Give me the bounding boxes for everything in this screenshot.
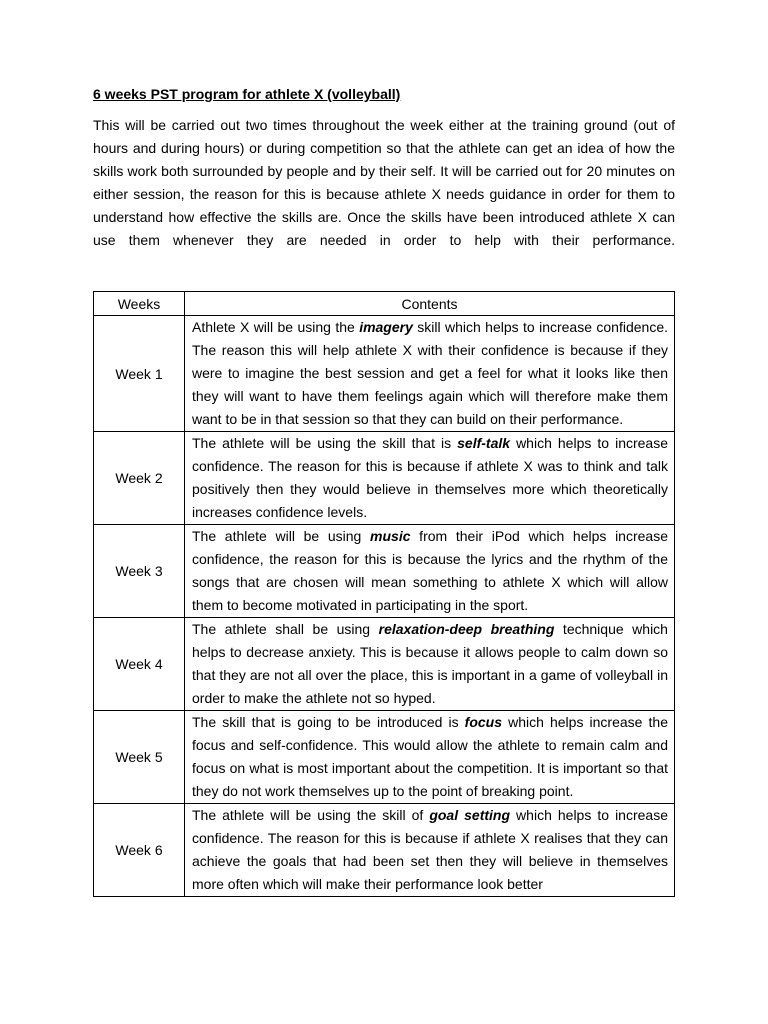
- content-text: from their iPod which helps increase confidence, the reason for this is because the lyrics and the rhythm of the songs that are chosen will mean something to athlete X which will allow them to become motivated in participating in the sport.: [192, 528, 668, 613]
- skill-keyword: focus: [464, 714, 503, 730]
- content-text: The skill that is going to be introduced is: [192, 714, 465, 730]
- week-label: Week 3: [94, 525, 185, 618]
- content-text: which helps increase the focus and self-confidence. This would allow the athlete to remain calm and focus on what is most important about the competition. It is important so that they do not work themselves up to the point of breaking point.: [192, 714, 668, 799]
- content-text: technique which helps to decrease anxiety. This is because it allows people to calm down so that they are not all over the place, this is important in a game of volleyball in order to make the athlete not so hyped.: [192, 621, 668, 706]
- document-title: 6 weeks PST program for athlete X (volleyball): [93, 86, 401, 102]
- week-label: Week 6: [94, 804, 185, 897]
- week-content: [185, 525, 675, 618]
- skill-keyword: self-talk: [457, 435, 511, 451]
- table-row: [94, 432, 675, 525]
- skill-keyword: music: [370, 528, 411, 544]
- content-text: Athlete X will be using the: [192, 319, 360, 335]
- week-content: [185, 804, 675, 897]
- content-text: The athlete will be using: [192, 528, 371, 544]
- skill-keyword: relaxation-deep breathing: [378, 621, 555, 637]
- content-text: The athlete will be using the skill that is: [192, 435, 458, 451]
- content-text: skill which helps to increase confidence. The reason this will help athlete X with their confidence is because if they were to imagine the best session and get a feel for what it looks like then they will want to have them feelings again which will therefore make them want to be in that session so that they can build on their performance.: [192, 319, 668, 427]
- table-row: [94, 316, 675, 432]
- week-content: [185, 711, 675, 804]
- table-row: [94, 711, 675, 804]
- document-header: [93, 84, 675, 252]
- content-text: which helps to increase confidence. The reason for this is because if athlete X realises that they can achieve the goals that had been set then they will believe in themselves more often which will make their performance look better: [192, 807, 668, 892]
- week-content: [185, 618, 675, 711]
- table-row: [94, 618, 675, 711]
- week-label: Week 1: [94, 316, 185, 432]
- table-header-row: [94, 292, 675, 316]
- content-text: The athlete will be using the skill of: [192, 807, 430, 823]
- skill-keyword: imagery: [359, 319, 413, 335]
- content-text: which helps to increase confidence. The reason for this is because if athlete X was to think and talk positively then they would believe in themselves more which theoretically increases confidence levels.: [192, 435, 668, 520]
- table-row: [94, 525, 675, 618]
- contents-column-header: Contents: [185, 292, 675, 316]
- week-content: [185, 432, 675, 525]
- week-label: Week 4: [94, 618, 185, 711]
- week-label: Week 2: [94, 432, 185, 525]
- content-text: The athlete shall be using: [192, 621, 379, 637]
- program-table: [93, 291, 675, 897]
- weeks-column-header: Weeks: [94, 292, 185, 316]
- table-row: [94, 804, 675, 897]
- intro-paragraph: This will be carried out two times throughout the week either at the training ground (out of hours and during hours) or during competition so that the athlete can get an idea of how the skills work both surrounded by people and by their self. It will be carried out for 20 minutes on either session, the reason for this is because athlete X needs guidance in order for them to understand how effective the skills are. Once the skills have been introduced athlete X can use them whenever they are needed in order to help with their performance.: [93, 117, 675, 248]
- week-label: Week 5: [94, 711, 185, 804]
- week-content: [185, 316, 675, 432]
- skill-keyword: goal setting: [429, 807, 511, 823]
